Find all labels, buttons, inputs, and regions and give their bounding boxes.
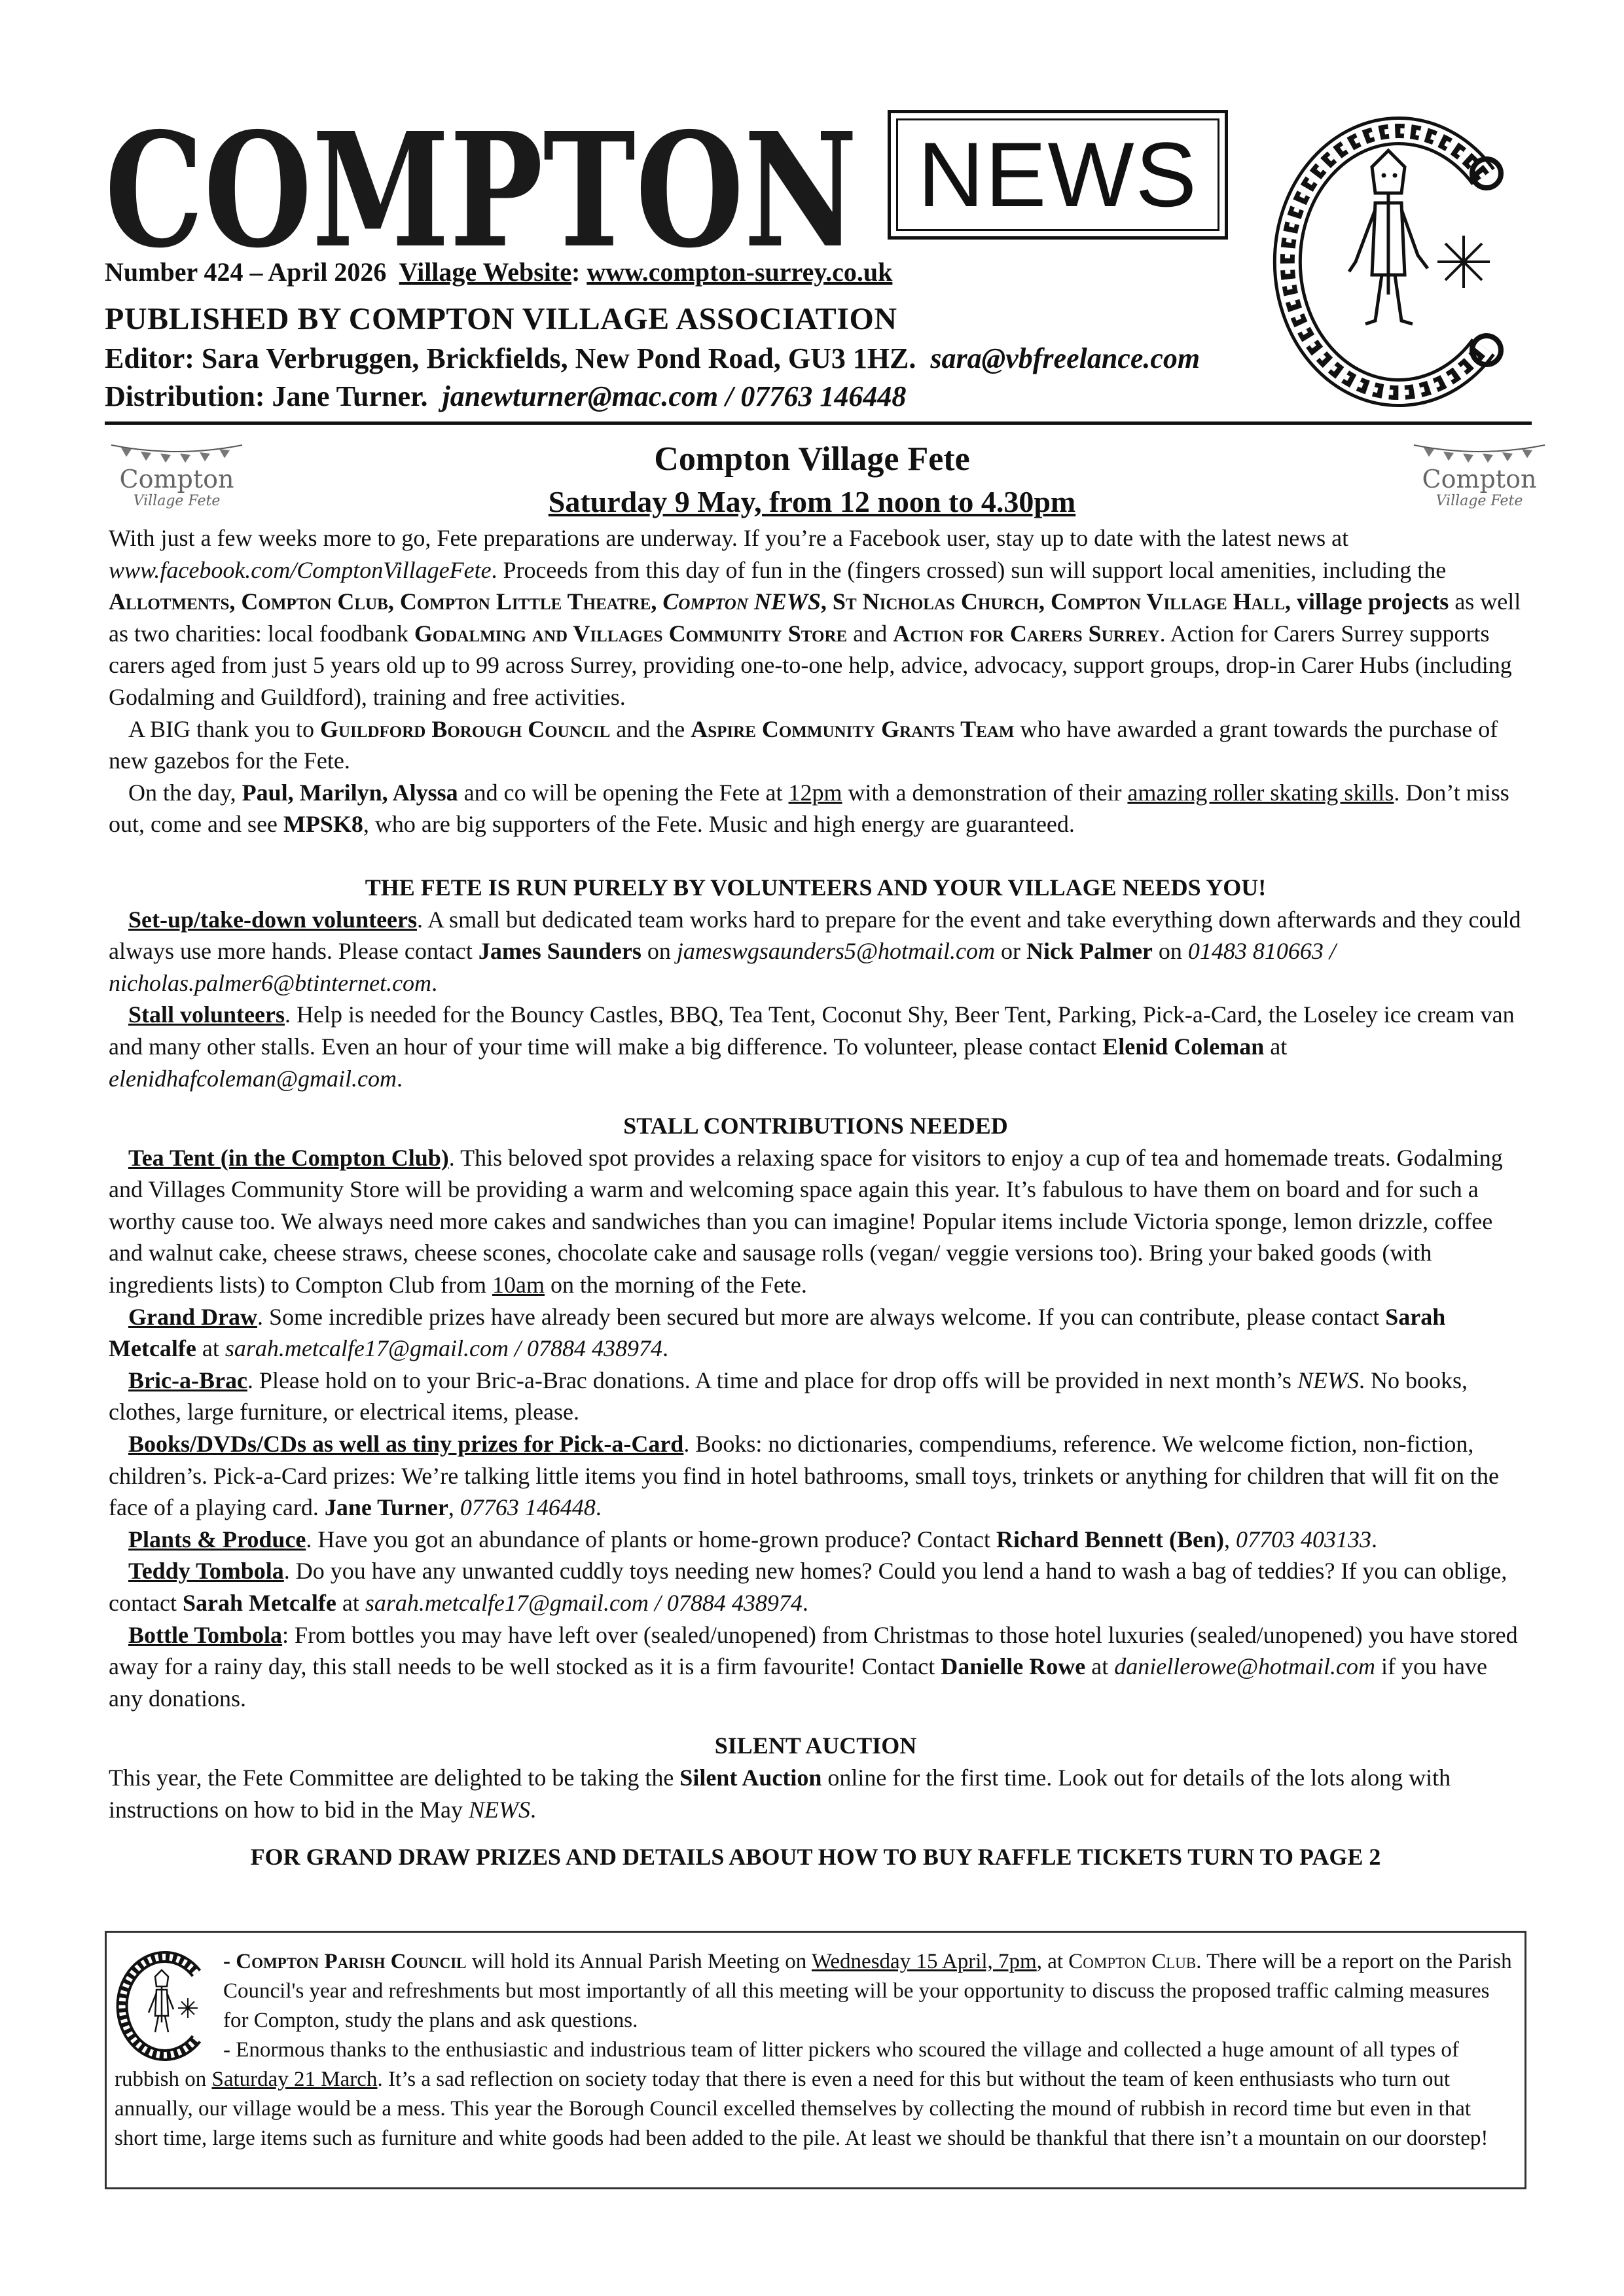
grant-aspire: Aspire Community Grants Team bbox=[691, 715, 1015, 742]
meeting-venue: Compton Club bbox=[1068, 1950, 1197, 1973]
text-run: A BIG thank you to bbox=[128, 715, 320, 742]
text-run: . Help is needed for the Bouncy Castles, BBQ, Tea Tent, Coconut Shy, Beer Tent, Parking, Pick-a-Card, the Loseley ice cream van and many other stalls. Even an hour of your time will make a big difference. To volunteer, please contact bbox=[109, 1001, 1515, 1060]
text-run: . Books: no dictionaries, compendiums, reference. We welcome fiction, non-fiction, children’s. Pick-a-Card prizes: We’re talking little items you find in hotel bathrooms, small toys, trinkets or anything for children that will fit on the face of a playing card. bbox=[109, 1431, 1499, 1521]
beneficiary-theatre: Compton Little Theatre bbox=[399, 588, 651, 615]
parish-council-name: Compton Parish Council bbox=[236, 1950, 467, 1973]
text-run: , who are big supporters of the Fete. Music and high energy are guaranteed. bbox=[363, 811, 1075, 838]
text-run: . It’s a sad reflection on society today that there is even a need for this but without the team of keen enthusiasts who turn out annually, our village would be a mess. This year the Borough Council excelled themselves by collecting the mound of rubbish in record time but even in that short time, large items such as furniture and white goods had been added to the pile. At least we should be thankful that there isn’t a mountain on our doorstep! bbox=[115, 2068, 1489, 2150]
auction-heading: SILENT AUCTION bbox=[714, 1732, 917, 1759]
contact-elenid: Elenid Coleman bbox=[1102, 1033, 1265, 1060]
text-run: . bbox=[595, 1494, 602, 1521]
text-run: - bbox=[223, 1950, 236, 1973]
text-run: . bbox=[530, 1796, 536, 1823]
text-run: at bbox=[1085, 1653, 1115, 1680]
bric-label: Bric-a-Brac bbox=[128, 1367, 247, 1393]
raffle-note: FOR GRAND DRAW PRIZES AND DETAILS ABOUT HOW TO BUY RAFFLE TICKETS TURN TO PAGE 2 bbox=[250, 1844, 1381, 1871]
sarah-contact-2[interactable]: sarah.metcalfe17@gmail.com / 07884 438974 bbox=[365, 1590, 803, 1616]
beneficiary-hall: Compton Village Hall bbox=[1050, 588, 1286, 615]
parish-council-box bbox=[105, 1931, 1526, 2189]
fete-logo-left-text-2: Village Fete bbox=[133, 493, 221, 509]
setup-label: Set-up/take-down volunteers bbox=[128, 906, 418, 933]
litter-pick-date: Saturday 21 March bbox=[211, 2068, 378, 2091]
text-run: . Please hold on to your Bric-a-Brac donations. A time and place for drop offs will be provided in next month’s bbox=[247, 1367, 1297, 1393]
text-run: . Action for Carers Surrey supports carers aged from just 5 years old up to 99 across Surrey, providing one-to-one help, advice, advocacy, support groups, drop-in Carer Hubs (including Godalming and Guildford), training and free activities. bbox=[109, 620, 1512, 710]
text-run: This year, the Fete Committee are delighted to be taking the bbox=[109, 1764, 680, 1791]
bric-a-brac-paragraph bbox=[109, 1365, 1523, 1428]
beneficiary-church: St Nicholas Church bbox=[832, 588, 1039, 615]
masthead-title: COMPTON bbox=[105, 105, 857, 268]
news-label-box bbox=[888, 110, 1228, 240]
text-run: at bbox=[1264, 1033, 1288, 1060]
text-run: . No books, clothes, large furniture, or electrical items, please. bbox=[109, 1367, 1468, 1426]
text-run: On the day, bbox=[128, 779, 242, 806]
facebook-link[interactable]: www.facebook.com/ComptonVillageFete bbox=[109, 556, 492, 583]
text-run: . This beloved spot provides a relaxing space for visitors to enjoy a cup of tea and homemade treats. Godalming and Villages Community Store will be providing a warm and welcoming space again this year. It’s fabulous to have them on board and for such a worthy cause too. We always need more cakes and sandwiches than you can imagine! Popular items include Victoria sponge, lemon drizzle, coffee and walnut cake, cheese straws, cheese scones, chocolate cake and sausage rolls (vegan/ veggie versions too). Bring your baked goods (with ingredients lists) to Compton Club from bbox=[109, 1144, 1503, 1299]
header-divider bbox=[105, 422, 1532, 425]
text-run: . bbox=[397, 1065, 403, 1092]
jane-phone[interactable]: 07763 146448 bbox=[460, 1494, 596, 1521]
fete-logo-right-text-1: Compton bbox=[1422, 465, 1537, 493]
skating-skills: amazing roller skating skills bbox=[1127, 779, 1394, 806]
text-run: , bbox=[448, 1494, 460, 1521]
sarah-contact[interactable]: sarah.metcalfe17@gmail.com / 07884 438974 bbox=[225, 1335, 662, 1362]
website-link[interactable]: www.compton-surrey.co.uk bbox=[586, 257, 893, 287]
small-c-logo bbox=[115, 1947, 213, 2065]
intro-paragraph-1: With just a few weeks more to go, Fete preparations are underway. If you’re a Facebook user, stay up to date with the latest news at www.facebook.com/ComptonVillageFete. Proceeds from this day of fun in the (fingers crossed) sun will support local amenities, including the Allotments, Compton Club, Compton Little Theatre, Compton NEWS, St Nicholas Church, Compton Village Hall, village projects as well as two charities: local foodbank Godalming and Villages Community Store and Action for Carers Surrey. Action for Carers Surrey supports carers aged from just 5 years old up to 99 across Surrey, providing one-to-one help, advice, advocacy, support groups, drop-in Carer Hubs (including Godalming and Guildford), training and free activities. bbox=[109, 525, 1521, 710]
text-run: . bbox=[662, 1335, 668, 1362]
contact-sarah-2: Sarah Metcalfe bbox=[182, 1590, 336, 1616]
news-label: NEWS bbox=[896, 118, 1219, 231]
tea-tent-paragraph bbox=[109, 1142, 1523, 1301]
setup-volunteers-paragraph bbox=[109, 904, 1523, 999]
celtic-c-logo bbox=[1267, 105, 1529, 419]
text-run: . There will be a report on the Parish Council's year and refreshments but most importantly of all this meeting will be your opportunity to discuss the proposed traffic calming measures for Compton, study the plans and ask questions. bbox=[223, 1950, 1512, 2032]
james-email[interactable]: jameswgsaunders5@hotmail.com bbox=[676, 938, 995, 965]
text-run: . Some incredible prizes have already been secured but more are always welcome. If you can contribute, please contact bbox=[257, 1303, 1386, 1330]
text-run: and co will be opening the Fete at bbox=[458, 779, 789, 806]
bottle-label: Bottle Tombola bbox=[128, 1621, 283, 1648]
intro-paragraph-2 bbox=[109, 713, 1523, 777]
text-run: and bbox=[847, 620, 893, 647]
contact-richard: Richard Bennett (Ben) bbox=[996, 1526, 1224, 1552]
contributions-heading: STALL CONTRIBUTIONS NEEDED bbox=[623, 1113, 1008, 1139]
mpsk8: MPSK8 bbox=[283, 811, 363, 838]
parish-meeting-paragraph bbox=[115, 1947, 1513, 2036]
text-run: or bbox=[994, 938, 1026, 965]
contact-nick: Nick Palmer bbox=[1026, 938, 1153, 965]
text-run: if you have any donations. bbox=[109, 1653, 1487, 1712]
text-run: , bbox=[1223, 1526, 1236, 1552]
nick-contact[interactable]: 01483 810663 / nicholas.palmer6@btinternet.com bbox=[109, 938, 1336, 996]
text-run: . Do you have any unwanted cuddly toys needing new homes? Could you lend a hand to wash a bag of teddies? If you can oblige, contact bbox=[109, 1558, 1507, 1616]
distribution-line bbox=[105, 380, 906, 413]
text-run: . Proceeds from this day of fun in the (fingers crossed) sun will support local amenities, including the bbox=[491, 556, 1447, 583]
news-ref-2: NEWS bbox=[468, 1796, 530, 1823]
fete-title: Compton Village Fete bbox=[654, 440, 970, 478]
fete-logo-left-text-1: Compton bbox=[119, 465, 234, 493]
draw-label: Grand Draw bbox=[128, 1303, 257, 1330]
grand-draw-paragraph bbox=[109, 1301, 1523, 1365]
teddy-label: Teddy Tombola bbox=[128, 1558, 284, 1585]
opener-names: Paul, Marilyn, Alyssa bbox=[242, 779, 458, 806]
contact-jane: Jane Turner bbox=[324, 1494, 448, 1521]
auction-paragraph bbox=[109, 1762, 1523, 1825]
volunteers-heading: THE FETE IS RUN PURELY BY VOLUNTEERS AND YOUR VILLAGE NEEDS YOU! bbox=[365, 874, 1267, 901]
silent-auction: Silent Auction bbox=[679, 1764, 822, 1791]
masthead-title-logo bbox=[105, 105, 864, 268]
text-run: as well as two charities: local foodbank bbox=[109, 588, 1521, 647]
plants-paragraph bbox=[109, 1524, 1523, 1556]
text-run: on bbox=[1152, 938, 1188, 965]
text-run: - Enormous thanks to the enthusiastic and industrious team of litter pickers who scoured the village and collected a huge amount of all types of rubbish on bbox=[115, 2038, 1459, 2091]
text-run: , at bbox=[1036, 1950, 1069, 1973]
books-label: Books/DVDs/CDs as well as tiny prizes for Pick-a-Card bbox=[128, 1431, 684, 1458]
beneficiary-news: Compton NEWS bbox=[662, 588, 821, 615]
grant-gbc: Guildford Borough Council bbox=[320, 715, 611, 742]
richard-phone[interactable]: 07703 403133 bbox=[1235, 1526, 1371, 1552]
contact-james: James Saunders bbox=[478, 938, 641, 965]
opening-time: 12pm bbox=[788, 779, 842, 806]
tea-time: 10am bbox=[492, 1272, 545, 1299]
meeting-date: Wednesday 15 April, 7pm bbox=[811, 1950, 1037, 1973]
text-run: With just a few weeks more to go, Fete preparations are underway. If you’re a Facebook user, stay up to date with the latest news at bbox=[109, 525, 1349, 551]
plants-label: Plants & Produce bbox=[128, 1526, 306, 1552]
editor-text: Editor: Sara Verbruggen, Brickfields, New Pond Road, GU3 1HZ. bbox=[105, 342, 916, 374]
fete-logo-right-text-2: Village Fete bbox=[1435, 493, 1523, 509]
elenid-email[interactable]: elenidhafcoleman@gmail.com bbox=[109, 1065, 397, 1092]
text-run: online for the first time. Look out for details of the lots along with instructions on how to bid in the May bbox=[109, 1764, 1451, 1823]
contact-danielle: Danielle Rowe bbox=[941, 1653, 1086, 1680]
distribution-contact: janewturner@mac.com / 07763 146448 bbox=[442, 380, 907, 412]
text-run: . Have you got an abundance of plants or home-grown produce? Contact bbox=[306, 1526, 996, 1552]
issue-number: Number 424 – April 2026 bbox=[105, 257, 387, 287]
editor-email[interactable]: sara@vbfreelance.com bbox=[930, 342, 1200, 374]
website-label: Village Website bbox=[399, 257, 571, 287]
intro-paragraph-3 bbox=[109, 777, 1523, 840]
text-run: with a demonstration of their bbox=[842, 779, 1128, 806]
issue-line: Number 424 – April 2026 Village Website: www.compton-surrey.co.uk bbox=[105, 257, 893, 287]
text-run: on bbox=[641, 938, 677, 965]
article-body bbox=[109, 522, 1523, 1873]
text-run: will hold its Annual Parish Meeting on bbox=[466, 1950, 812, 1973]
danielle-email[interactable]: daniellerowe@hotmail.com bbox=[1114, 1653, 1375, 1680]
text-run: at bbox=[196, 1335, 225, 1362]
fete-date: Saturday 9 May, from 12 noon to 4.30pm bbox=[548, 485, 1076, 518]
editor-line bbox=[105, 342, 1200, 375]
beneficiary-projects: village projects bbox=[1297, 588, 1449, 615]
text-run: and the bbox=[610, 715, 691, 742]
text-run: . bbox=[802, 1590, 808, 1616]
charity-foodbank: Godalming and Villages Community Store bbox=[414, 620, 848, 647]
text-run: . bbox=[431, 969, 438, 996]
text-run: who have awarded a grant towards the purchase of new gazebos for the Fete. bbox=[109, 715, 1498, 774]
text-run: . bbox=[1371, 1526, 1377, 1552]
litter-pick-paragraph bbox=[115, 2036, 1513, 2153]
tea-label: Tea Tent (in the Compton Club) bbox=[128, 1144, 449, 1171]
contact-sarah: Sarah Metcalfe bbox=[109, 1303, 1446, 1362]
text-run: on the morning of the Fete. bbox=[544, 1272, 807, 1299]
text-run: . A small but dedicated team works hard to prepare for the event and take everything down afterwards and they could always use more hands. Please contact bbox=[109, 906, 1521, 965]
news-ref: NEWS bbox=[1297, 1367, 1359, 1393]
beneficiary-allotments: Allotments bbox=[109, 588, 230, 615]
distribution-text: Distribution: Jane Turner. bbox=[105, 380, 428, 412]
stall-label: Stall volunteers bbox=[128, 1001, 285, 1028]
books-paragraph bbox=[109, 1428, 1523, 1524]
text-run: . Don’t miss out, come and see bbox=[109, 779, 1509, 838]
beneficiary-club: Compton Club bbox=[241, 588, 388, 615]
text-run: : From bottles you may have left over (sealed/unopened) from Christmas to those hotel luxuries (sealed/unopened) you have stored away for a rainy day, this stall needs to be well stocked as it is a firm favourite! Contact bbox=[109, 1621, 1518, 1680]
teddy-paragraph bbox=[109, 1555, 1523, 1619]
bottle-paragraph bbox=[109, 1619, 1523, 1715]
publisher-line: PUBLISHED BY COMPTON VILLAGE ASSOCIATION bbox=[105, 302, 897, 336]
text-run: at bbox=[336, 1590, 365, 1616]
stall-volunteers-paragraph bbox=[109, 999, 1523, 1094]
charity-carers: Action for Carers Surrey bbox=[893, 620, 1160, 647]
